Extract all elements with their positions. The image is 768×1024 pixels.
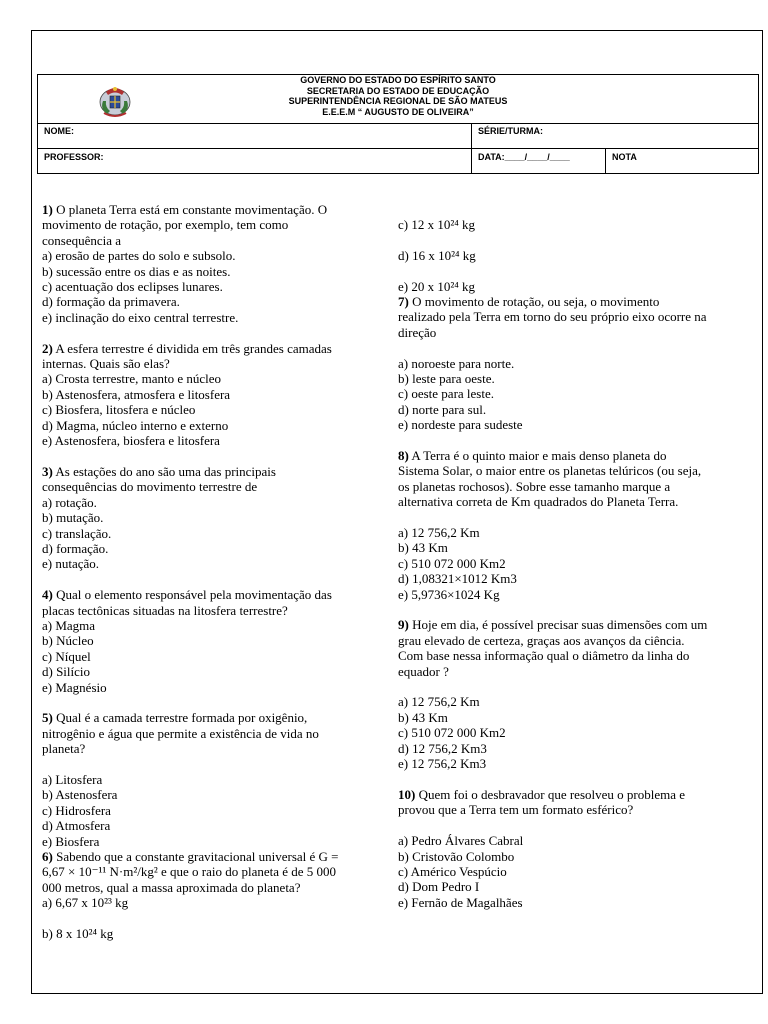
question-number: 1) bbox=[42, 202, 53, 217]
option-b[interactable]: b) Cristovão Colombo bbox=[398, 848, 515, 864]
question-5 bbox=[42, 710, 352, 849]
question-2 bbox=[42, 341, 352, 449]
serie-label: SÉRIE/TURMA: bbox=[478, 126, 543, 136]
option-a[interactable]: a) noroeste para norte. bbox=[398, 355, 515, 371]
question-number: 5) bbox=[42, 710, 53, 726]
option-c[interactable]: c) Hidrosfera bbox=[42, 802, 111, 818]
option-b[interactable]: b) 43 Km bbox=[398, 540, 448, 556]
option-a[interactable]: a) Litosfera bbox=[42, 771, 103, 787]
header-lines bbox=[38, 75, 758, 117]
professor-label: PROFESSOR: bbox=[44, 152, 104, 162]
option-e[interactable]: e) nutação. bbox=[42, 556, 100, 572]
header-table bbox=[37, 74, 759, 174]
name-row bbox=[38, 123, 758, 149]
question-stem: Sabendo que a constante gravitacional universal é G = 6,67 × 10⁻¹¹ N·m²/kg² e que o raio do planeta é de 5 000 000 metros, qual a massa aproximada do planeta? bbox=[42, 848, 339, 895]
question-number: 8) bbox=[398, 448, 409, 464]
option-b[interactable]: b) Núcleo bbox=[42, 633, 94, 649]
option-d[interactable]: d) formação. bbox=[42, 540, 109, 556]
option-d[interactable]: d) Dom Pedro I bbox=[398, 879, 480, 895]
left-column bbox=[42, 202, 352, 957]
option-b[interactable]: b) Astenosfera, atmosfera e litosfera bbox=[42, 386, 231, 402]
question-9-text bbox=[398, 617, 708, 679]
nome-label: NOME: bbox=[44, 126, 74, 136]
option-d[interactable]: d) 16 x 10²⁴ kg bbox=[398, 247, 476, 263]
question-8-text bbox=[398, 448, 708, 510]
question-stem: A Terra é o quinto maior e mais denso planeta do Sistema Solar, o maior entre os planetas telúricos (ou seja, os planetas rochosos). Sobre esse tamanho marque a alternativa correta de Km quadrados do Planeta Terra. bbox=[398, 448, 702, 510]
option-c[interactable]: c) Américo Vespúcio bbox=[398, 863, 507, 879]
header-line-superintendence: SUPERINTENDÊNCIA REGIONAL DE SÃO MATEUS bbox=[288, 96, 508, 106]
question-number: 6) bbox=[42, 848, 53, 864]
option-e[interactable]: e) inclinação do eixo central terrestre. bbox=[42, 309, 239, 325]
option-b[interactable]: b) mutação. bbox=[42, 510, 104, 526]
option-e[interactable]: e) Fernão de Magalhães bbox=[398, 894, 523, 910]
question-4-text bbox=[42, 587, 352, 618]
option-e[interactable]: e) nordeste para sudeste bbox=[398, 417, 523, 433]
professor-row bbox=[38, 149, 758, 173]
question-stem: As estações do ano são uma das principais consequências do movimento terrestre de bbox=[42, 463, 276, 495]
option-a[interactable]: a) Magma bbox=[42, 617, 96, 633]
option-b[interactable]: b) 8 x 10²⁴ kg bbox=[42, 926, 114, 941]
question-6 bbox=[42, 849, 352, 941]
question-6-text bbox=[42, 849, 352, 895]
option-a[interactable]: a) Pedro Álvares Cabral bbox=[398, 833, 524, 849]
question-stem: A esfera terrestre é dividida em três grandes camadas internas. Quais são elas? bbox=[42, 340, 332, 372]
option-d[interactable]: d) Silício bbox=[42, 664, 91, 680]
question-number: 10) bbox=[398, 786, 416, 802]
question-1-text bbox=[42, 202, 352, 248]
question-2-text bbox=[42, 341, 352, 372]
header-line-secretariat: SECRETARIA DO ESTADO DE EDUCAÇÃO bbox=[306, 85, 490, 96]
question-stem: Qual o elemento responsável pela movimentação das placas tectônicas situadas na litosfera terrestre? bbox=[42, 587, 332, 618]
question-3-text bbox=[42, 464, 352, 495]
option-b[interactable]: b) sucessão entre os dias e as noites. bbox=[42, 263, 231, 279]
professor-field[interactable] bbox=[38, 149, 471, 173]
question-number: 4) bbox=[42, 587, 53, 603]
question-number: 2) bbox=[42, 340, 53, 356]
option-d[interactable]: d) norte para sul. bbox=[398, 401, 487, 417]
option-a[interactable]: a) Crosta terrestre, manto e núcleo bbox=[42, 371, 222, 387]
nota-label: NOTA bbox=[612, 152, 637, 162]
option-e[interactable]: e) Biosfera bbox=[42, 833, 100, 849]
option-b[interactable]: b) leste para oeste. bbox=[398, 371, 495, 387]
option-d[interactable]: d) 12 756,2 Km3 bbox=[398, 740, 487, 756]
option-c[interactable]: c) oeste para leste. bbox=[398, 386, 495, 402]
option-c[interactable]: c) 510 072 000 Km2 bbox=[398, 555, 506, 571]
question-9 bbox=[398, 617, 708, 771]
question-7-text bbox=[398, 294, 708, 340]
option-e[interactable]: e) Astenosfera, biosfera e litosfera bbox=[42, 433, 220, 449]
question-8 bbox=[398, 448, 708, 602]
question-number: 9) bbox=[398, 617, 409, 633]
option-a[interactable]: a) 12 756,2 Km bbox=[398, 525, 480, 541]
question-stem: Hoje em dia, é possível precisar suas dimensões com um grau elevado de certeza, graças aos avanços da ciência. Com base nessa informação qual o diâmetro da linha do equador ? bbox=[398, 617, 708, 679]
question-5-text bbox=[42, 710, 352, 756]
question-number: 7) bbox=[398, 294, 409, 309]
header-title-cell bbox=[38, 75, 758, 124]
option-a[interactable]: a) erosão de partes do solo e subsolo. bbox=[42, 248, 236, 264]
option-e[interactable]: e) 12 756,2 Km3 bbox=[398, 756, 487, 772]
data-label: DATA:____/____/____ bbox=[478, 152, 570, 162]
question-stem: Quem foi o desbravador que resolveu o problema e provou que a Terra tem um formato esférico? bbox=[398, 786, 686, 818]
option-e[interactable]: e) Magnésio bbox=[42, 679, 107, 695]
option-c[interactable]: c) 510 072 000 Km2 bbox=[398, 725, 506, 741]
question-1 bbox=[42, 202, 352, 325]
header-line-government: GOVERNO DO ESTADO DO ESPÍRITO SANTO bbox=[300, 75, 496, 85]
option-e[interactable]: e) 20 x 10²⁴ kg bbox=[398, 278, 476, 294]
option-c[interactable]: c) acentuação dos eclipses lunares. bbox=[42, 279, 223, 295]
option-d[interactable]: d) Atmosfera bbox=[42, 818, 111, 834]
option-b[interactable]: b) 43 Km bbox=[398, 709, 448, 725]
option-c[interactable]: c) Biosfera, litosfera e núcleo bbox=[42, 402, 196, 418]
serie-field[interactable] bbox=[471, 123, 758, 148]
question-4 bbox=[42, 587, 352, 695]
option-d[interactable]: d) formação da primavera. bbox=[42, 294, 180, 310]
option-c[interactable]: c) Níquel bbox=[42, 648, 91, 664]
nome-field[interactable] bbox=[38, 123, 471, 148]
header-line-school: E.E.E.M “ AUGUSTO DE OLIVEIRA” bbox=[322, 106, 474, 117]
question-number: 3) bbox=[42, 463, 53, 479]
option-d[interactable]: d) Magma, núcleo interno e externo bbox=[42, 417, 229, 433]
data-field[interactable] bbox=[471, 149, 605, 173]
option-c[interactable]: c) translação. bbox=[42, 525, 112, 541]
question-3 bbox=[42, 464, 352, 572]
option-b[interactable]: b) Astenosfera bbox=[42, 787, 118, 803]
question-10 bbox=[398, 787, 708, 910]
option-c[interactable]: c) 12 x 10²⁴ kg bbox=[398, 217, 476, 232]
question-10-text bbox=[398, 787, 708, 818]
option-e[interactable]: e) 5,9736×1024 Kg bbox=[398, 586, 500, 602]
option-a[interactable]: a) 12 756,2 Km bbox=[398, 694, 480, 710]
question-stem: O planeta Terra está em constante movimentação. O movimento de rotação, por exemplo, tem como consequência a bbox=[42, 202, 328, 248]
nota-field[interactable] bbox=[605, 149, 758, 173]
option-d[interactable]: d) 1,08321×1012 Km3 bbox=[398, 571, 517, 587]
question-stem: Qual é a camada terrestre formada por oxigênio, nitrogênio e água que permite a existência de vida no planeta? bbox=[42, 710, 319, 757]
right-column bbox=[398, 217, 708, 926]
option-a[interactable]: a) rotação. bbox=[42, 494, 97, 510]
option-a[interactable]: a) 6,67 x 10²³ kg bbox=[42, 895, 129, 911]
question-stem: O movimento de rotação, ou seja, o movimento realizado pela Terra em torno do seu próprio eixo ocorre na direção bbox=[398, 294, 707, 340]
question-7 bbox=[398, 294, 708, 433]
